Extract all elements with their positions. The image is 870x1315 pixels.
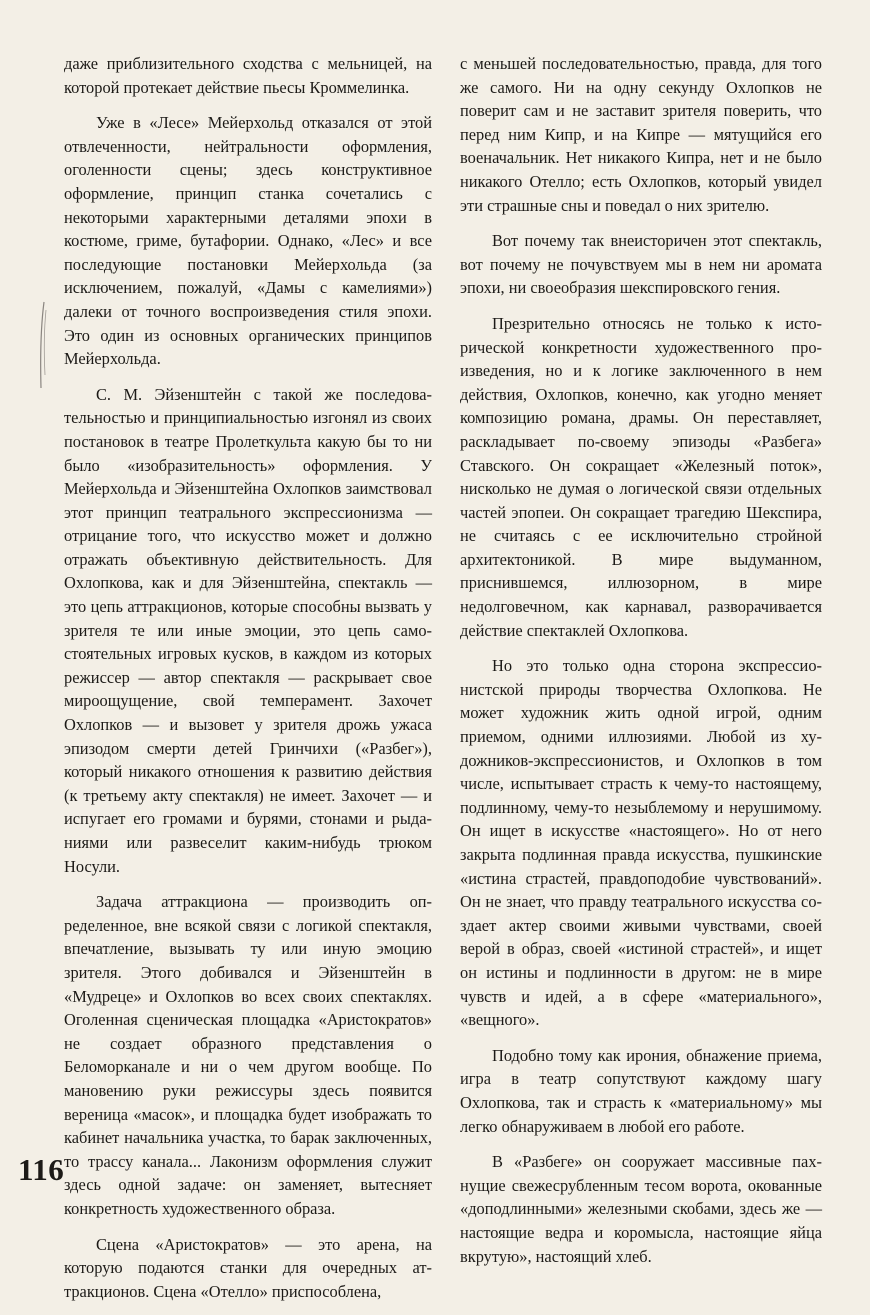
paragraph: Задача аттракциона — производить определенное, вне всякой связи с логикой спектакля, впечатление, вызывать ту или иную эмоцию зрителя. Этого добивался и Эйзенштейн в «Мудреце» и Охлопков во всех своих спектаклях. Оголенная сценическая площадка «Аристократов» не создает образного представления о Беломорканале и ни о чем другом вообще. По мановению руки режиссуры здесь появится вереница «масок», и площадка будет изображать то кабинет начальника участка, то барак заключенных, то трассу канала... Лаконизм оформления служит здесь одной задаче: он заменяет, вытесняет конкретность художественного образа. — [64, 892, 432, 1218]
paragraph: Подобно тому как ирония, обнажение приема, игра в театр сопутствуют каждому шагу Охлопкова, так и страсть к «материальному» мы легко обнаруживаем в любой его работе. — [460, 1045, 822, 1136]
paragraph: Но это только одна сторона экспрессионистской природы творчества Охлопкова. Не может художник жить одной игрой, одним приемом, одними иллюзиями. Любой из художников-экспрессионистов, и Охлопков в том числе, испытывает страсть к чему-то настоящему, подлинному, чему-то незыблемому и нерушимому. Он ищет в искусстве «настоящего». Но от него закрыта подлинная правда искусства, пушкинские «истина страстей, правдоподобие чувствований». Он не знает, что правду театрального искусства создает актер своими живыми чувствами, своей верой в образ, своей «истиной страстей», и ищет он истины и подлинности в другом: не в мире чувств и идей, а в сфере «материального», «вещного». — [460, 656, 822, 1030]
paragraph: Презрительно относясь не только к исторической конкретности художественного произведения, но и к логике заключенного в нем действия, Охлопков, конечно, как угодно меняет композицию романа, драмы. Он переставляет, раскладывает по-своему эпизоды «Разбега» Ставского. Он сокращает «Железный поток», нисколько не думая о логической связи отдельных частей эпопеи. Он сокращает трагедию Шекспира, не считаясь с ее исключительно стройной архитектоникой. В мире выдуманном, приснившемся, иллюзорном, в мире недолговечном, как карнавал, разворачивается действие спектаклей Охлопкова. — [460, 313, 822, 640]
paragraph: Уже в «Лесе» Мейерхольд отказался от этой отвлеченности, нейтральности оформления, оголенности сцены; здесь конструктивное оформление, принцип станка сочетались с некоторыми характерными деталями эпохи в костюме, гриме, бутафории. Однако, «Лес» и все последующие постановки Мейерхольда (за исключением, пожалуй, «Дамы с камелиями») далеки от точного воспроизведения стиля эпохи. Это один из основных органических принципов Мейерхольда. — [64, 113, 432, 369]
paragraph: даже приблизительного сходства с мельницей, на которой протекает действие пьесы Кроммелинка. — [64, 54, 432, 97]
pencil-mark-icon — [38, 300, 48, 390]
paragraph: В «Разбеге» он сооружает массивные пахнущие свежесрубленным тесом ворота, окованные «доподлинными» железными скобами, здесь же — настоящие ведра и коромысла, настоящие яйца вкрутую», настоящий хлеб. — [460, 1152, 822, 1266]
paragraph: с меньшей последовательностью, правда, для того же самого. Ни на одну секунду Охлопков не поверит сам и не заставит зрителя поверить, что перед ним Кипр, и на Кипре — мятущийся его военачальник. Нет никакого Кипра, нет и не было никакого Отелло; есть Охлопков, который увидел эти страшные сны и поведал о них зрителю. — [460, 54, 822, 215]
paragraph: Вот почему так внеисторичен этот спектакль, вот почему не почувствуем мы в нем ни аромата эпохи, ни своеобразия шекспировского гения. — [460, 231, 822, 298]
left-column — [64, 52, 432, 1315]
paragraph: Сцена «Аристократов» — это арена, на которую подаются станки для очередных аттракционов. Сцена «Отелло» приспособлена, — [64, 1234, 432, 1301]
paragraph: С. М. Эйзенштейн с такой же последовательностью и принципиальностью изгонял из своих постановок в театре Пролеткульта какую бы то ни было «изобразительность» оформления. У Мейерхольда и Эйзенштейна Охлопков заимствовал этот принцип театрального экспрессионизма — отрицание того, что искусство может и должно отражать объективную действительность. Для Охлопкова, как и для Эйзенштейна, спектакль — это цепь аттракционов, которые способны вызвать у зрителя те или иные эмоции, это цепь самостоятельных игровых кусков, в каждом из которых режиссер — автор спектакля — раскрывает свое мироощущение, свой темперамент. Захочет Охлопков — и вызовет у зрителя дрожь ужаса эпизодом смерти детей Гринчихи («Разбег»), который никакого отношения к развитию действия (к третьему акту спектакля) не имеет. Захочет — и испугает его громами и бурями, стонами и рыданиями или развеселит каким-нибудь трюком Носули. — [64, 384, 432, 876]
page-number: 116 — [18, 1152, 65, 1187]
right-column — [460, 52, 822, 1280]
